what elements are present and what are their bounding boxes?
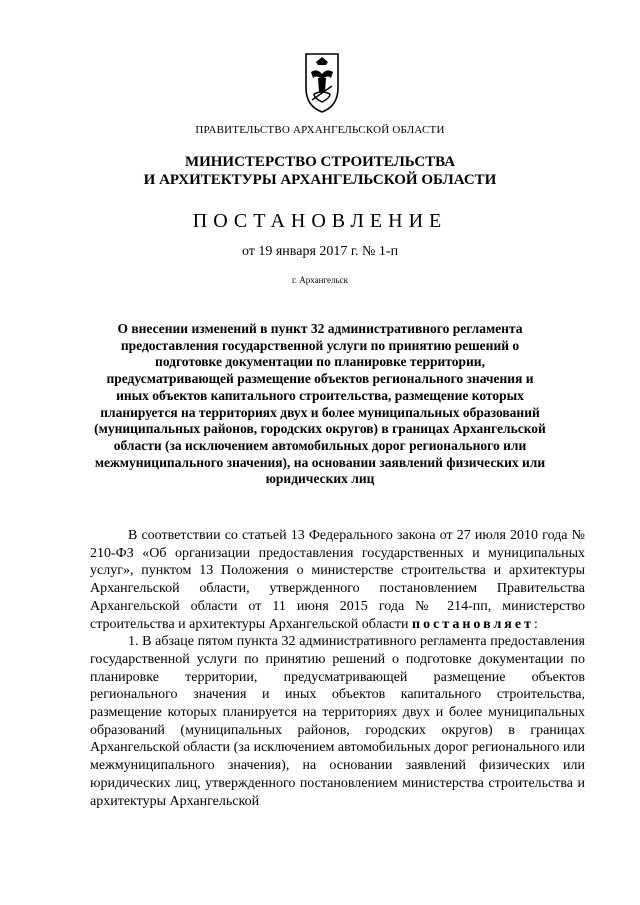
preamble-paragraph bbox=[90, 527, 585, 633]
document-city: г. Архангельск bbox=[292, 275, 348, 285]
document-title: О внесении изменений в пункт 32 административного регламента предоставления государственной услуги по принятию решений о подготовке документации по планировке территории, предусматривающей размещение объектов регионального значения и иных объектов капитального строительства, размещение которых планируется на территориях двух и более муниципальных образований (муниципальных районов, городских округов) в границах Архангельской области (за исключением автомобильных дорог регионального или межмуниципального значения), на основании заявлений физических или юридических лиц bbox=[94, 321, 546, 487]
clause-1-paragraph: 1. В абзаце пятом пункта 32 административного регламента предоставления государственной услуги по принятию решений о подготовке документации по планировке территории, предусматривающей размещение объектов регионального значения и иных объектов капитального строительства, размещение которых планируется на территориях двух и более муниципальных образований (муниципальных районов, городских округов) в границах Архангельской области (за исключением автомобильных дорог регионального или межмуниципального значения), на основании заявлений физических или юридических лиц, утвержденного постановлением министерства строительства и архитектуры Архангельской bbox=[90, 634, 585, 809]
document-body bbox=[90, 527, 585, 810]
decree-word: постановляет bbox=[412, 616, 534, 632]
preamble-text: В соответствии со статьей 13 Федерального закона от 27 июля 2010 года № 210-ФЗ «Об организации предоставления государственных и муниципальных услуг», пунктом 13 Положения о министерстве строительства и архитектуры Архангельской области, утвержденного постановлением Правительства Архангельской области от 11 июня 2015 года № 214-пп, министерство строительства и архитектуры Архангельской области bbox=[90, 528, 585, 632]
ministry-line-2: И АРХИТЕКТУРЫ АРХАНГЕЛЬСКОЙ ОБЛАСТИ bbox=[143, 172, 497, 188]
document-date-number: от 19 января 2017 г. № 1-п bbox=[241, 244, 399, 259]
coat-of-arms-icon bbox=[303, 52, 341, 114]
ministry-name bbox=[0, 153, 640, 189]
document-type: ПОСТАНОВЛЕНИЕ bbox=[192, 210, 448, 232]
government-name: ПРАВИТЕЛЬСТВО АРХАНГЕЛЬСКОЙ ОБЛАСТИ bbox=[195, 124, 445, 136]
ministry-line-1: МИНИСТЕРСТВО СТРОИТЕЛЬСТВА bbox=[184, 154, 456, 170]
decree-colon: : bbox=[533, 616, 538, 632]
